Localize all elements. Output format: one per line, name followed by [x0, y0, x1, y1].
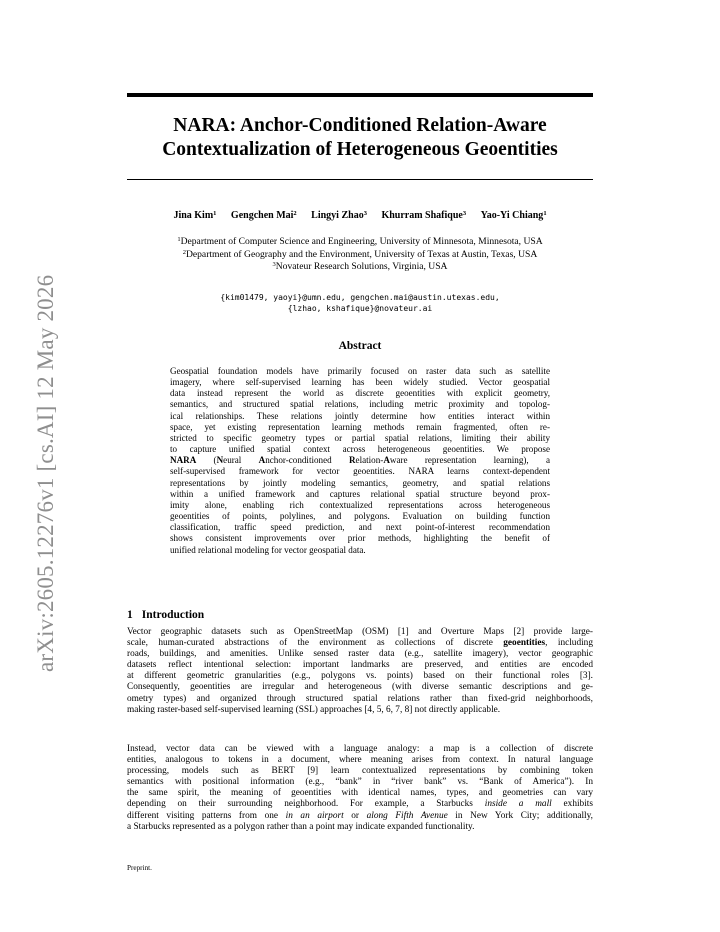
affiliation: $^3$Novateur Research Solutions, Virginia, USA [272, 261, 448, 272]
abstract-line: within a unified framework and captures relational spatial structure beyond prox- [170, 488, 550, 499]
abstract-body [170, 366, 550, 556]
abstract-line: classification, traffic speed prediction, and next point-of-interest recommendation [170, 522, 550, 533]
abstract-line: Geospatial foundation models have primarily focused on raster data such as satellite [170, 366, 550, 376]
author: Jina Kim$^1$ [173, 210, 217, 221]
paragraph-line: a Starbucks represented as a polygon rather than a point may indicate expanded functionality. [127, 821, 475, 832]
title-line-2: Contextualization of Heterogeneous Geoentities [162, 139, 558, 160]
affiliation: $^1$Department of Computer Science and Engineering, University of Minnesota, Minnesota, USA [177, 236, 543, 247]
author-emails [127, 292, 593, 314]
geoentities-term: geoentities [503, 638, 546, 649]
paragraph-line: the same spirit, the meaning of geoentities with identical names, types, and geometries can vary [127, 788, 593, 799]
author: Gengchen Mai$^2$ [230, 210, 297, 221]
title-line-1: NARA: Anchor-Conditioned Relation-Aware [173, 115, 547, 136]
abstract-line: representations by jointly modeling semantics, geometry, and spatial relations [170, 477, 550, 488]
title-top-rule [127, 93, 593, 97]
abstract-line: unified relational modeling for vector geospatial data. [170, 544, 366, 555]
abstract-line: stricted to specific geometry types or partial spatial relations, limiting their ability [170, 432, 550, 443]
paragraph-line: different visiting patterns from one in an airport or along Fifth Avenue in New York City; additionally, [127, 810, 594, 821]
abstract-line: imagery, where self-supervised learning has been widely studied. Vector geospatial [170, 377, 550, 388]
paragraph-line: making raster-based self-supervised learning (SSL) approaches [4, 5, 6, 7, 8] not directly applicable. [127, 704, 501, 715]
paragraph-line: at different geometric granularities (e.g., polygons vs. points) based on their functional roles [3]. [127, 671, 593, 682]
author: Lingyi Zhao$^3$ [311, 210, 367, 221]
paper-title [127, 114, 593, 162]
paragraph-line: Consequently, geoentities are irregular and heterogeneous (with diverse semantic descriptions and ge- [127, 682, 593, 693]
intro-paragraph-1 [127, 627, 593, 716]
abstract-line: imity alone, enabling rich contextualized representations across heterogeneous [170, 499, 550, 510]
author: Khurram Shafique$^3$ [381, 210, 467, 221]
abstract-line: shows consistent improvements over prior methods, highlighting the benefit of [170, 533, 550, 544]
paragraph-line: entities, analogous to tokens in a document, where meaning arises from context. In natural language [127, 755, 593, 766]
abstract-line: NARA (Neural Anchor-conditioned Relation-Aware representation learning), a [170, 455, 550, 466]
author-list [127, 209, 593, 222]
affiliation: $^2$Department of Geography and the Environment, University of Texas at Austin, Texas, USA [182, 248, 538, 260]
paragraph-line: Vector geographic datasets such as OpenStreetMap (OSM) [1] and Overture Maps [2] provide large- [127, 627, 593, 637]
preprint-footer: Preprint. [127, 864, 152, 872]
email-line-2: {lzhao, kshafique}@novateur.ai [287, 304, 433, 313]
abstract-line: ical relationships. These relations jointly determine how entities interact within [170, 410, 550, 421]
abstract-heading: Abstract [338, 340, 382, 352]
paragraph-line: semantics with positional information (e.g., “bank” in “river bank” vs. “Bank of America”). In [127, 777, 593, 788]
paragraph-line: roads, buildings, and amenities. Unlike sensed raster data (e.g., satellite imagery), vector geographic [127, 649, 593, 660]
section-title: Introduction [141, 609, 205, 621]
abstract-line: self-supervised framework for vector geoentities. NARA learns context-dependent [170, 466, 550, 477]
paragraph-line: Instead, vector data can be viewed with a language analogy: a map is a collection of discrete [127, 744, 593, 754]
affiliations [127, 236, 593, 274]
author: Yao-Yi Chiang$^1$ [480, 210, 547, 221]
arxiv-stamp: arXiv:2605.12276v1 [cs.AI] 12 May 2026 [33, 274, 58, 672]
abstract-line: space, yet existing representation learning methods remain fragmented, often re- [170, 421, 550, 432]
abstract-line: semantics, and structured spatial relations, including metric proximity and topolog- [170, 399, 550, 410]
paragraph-line: ometry types) and organized through structured spatial relations rather than fixed-grid neighborhoods, [127, 693, 593, 704]
paragraph-line: depending on their surrounding neighborhood. For example, a Starbucks inside a mall exhibits [127, 799, 593, 810]
section-number: 1 [127, 609, 133, 621]
method-name: NARA [170, 455, 197, 466]
abstract-line: to capture unified spatial context across heterogeneous geoentities. We propose [170, 444, 550, 455]
title-bottom-rule [127, 179, 593, 180]
abstract-line: data instead represent the world as discrete geoentities with explicit geometry, [170, 388, 550, 399]
section-heading [127, 609, 593, 621]
email-line-1: {kim01479, yaoyi}@umn.edu, gengchen.mai@austin.utexas.edu, [220, 293, 500, 302]
paragraph-line: processing, models such as BERT [9] learn contextualized representations by combining token [127, 766, 593, 777]
abstract-line: geoentities of points, polylines, and polygons. Evaluation on building function [170, 511, 550, 522]
paragraph-line: datasets reflect intentional selection: important landmarks are preserved, and entities are encoded [127, 660, 593, 671]
paragraph-line: scale, human-curated abstractions of the environment as collections of discrete geoentities, including [127, 638, 593, 649]
intro-paragraph-2 [127, 744, 593, 833]
